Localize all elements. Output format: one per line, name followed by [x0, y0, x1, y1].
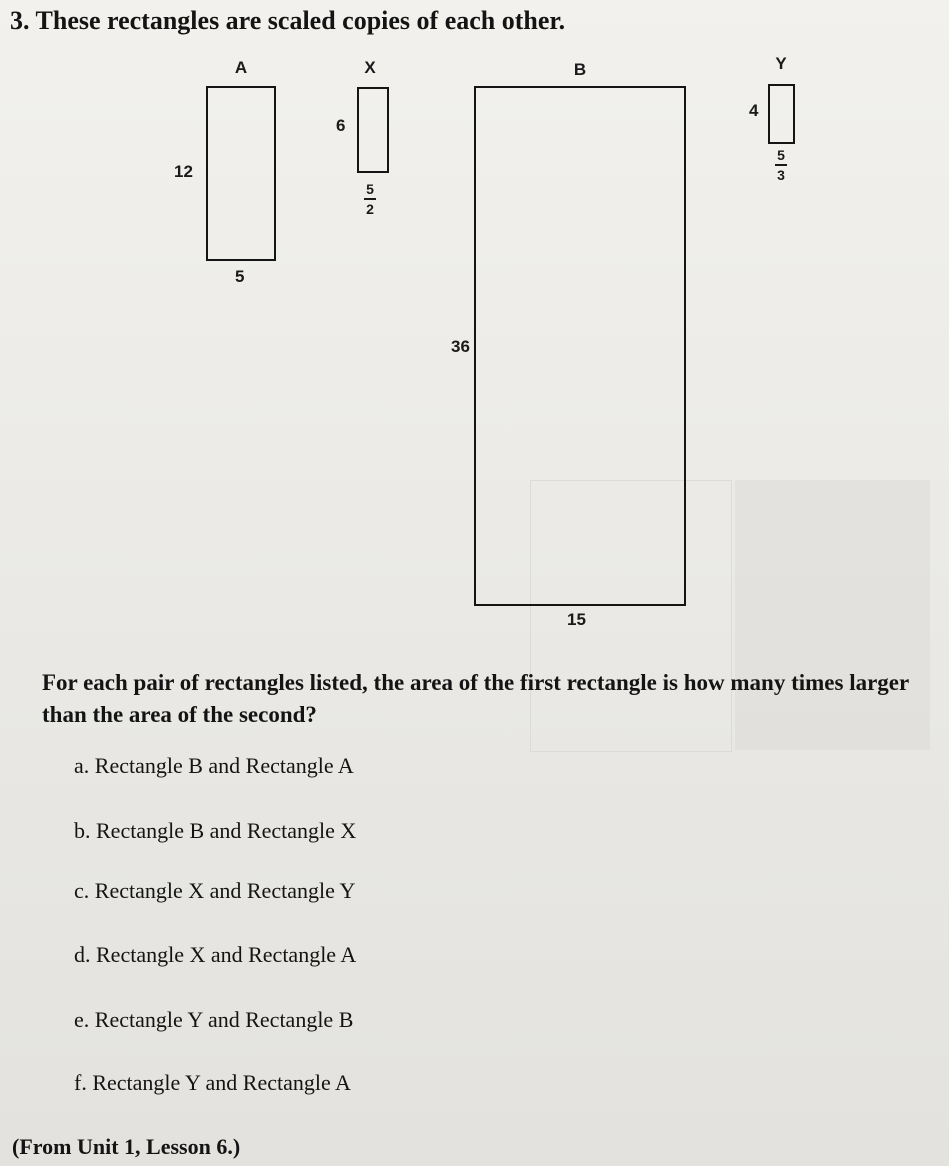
source-note: (From Unit 1, Lesson 6.) — [12, 1134, 241, 1159]
question-title: 3. These rectangles are scaled copies of each other. — [10, 6, 566, 35]
rectangle-x — [357, 87, 389, 173]
rectangle-y-width-numerator: 5 — [777, 147, 785, 163]
rectangle-x-width-numerator: 5 — [366, 181, 374, 197]
rectangle-x-width-denominator: 2 — [366, 201, 374, 217]
rectangle-b-width-label: 15 — [567, 610, 586, 629]
rectangle-b-label: B — [573, 60, 587, 79]
fraction-bar — [364, 198, 376, 200]
rectangle-y-label: Y — [775, 54, 787, 73]
part-f: f. Rectangle Y and Rectangle A — [74, 1070, 351, 1095]
part-d: d. Rectangle X and Rectangle A — [74, 942, 357, 967]
rectangle-x-height-label: 6 — [336, 116, 346, 135]
part-e: e. Rectangle Y and Rectangle B — [74, 1007, 354, 1032]
rectangle-b-height-label: 36 — [451, 337, 470, 356]
question-prompt: For each pair of rectangles listed, the area of the first rectangle is how many times larger than the area of the second? — [42, 670, 909, 727]
rectangle-a-width-label: 5 — [235, 267, 245, 286]
part-a: a. Rectangle B and Rectangle A — [74, 753, 354, 778]
rectangle-a-height-label: 12 — [174, 162, 193, 181]
rectangle-a-label: A — [234, 58, 248, 77]
part-b: b. Rectangle B and Rectangle X — [74, 818, 357, 843]
rectangle-x-width-fraction — [360, 182, 380, 216]
rectangle-y-width-denominator: 3 — [777, 167, 785, 183]
rectangle-x-label: X — [364, 58, 376, 77]
rectangle-y-height-label: 4 — [749, 101, 759, 120]
rectangle-y — [768, 84, 795, 144]
rectangle-b — [474, 86, 686, 606]
rectangle-a — [206, 86, 276, 261]
part-c: c. Rectangle X and Rectangle Y — [74, 878, 356, 903]
rectangle-y-width-fraction — [771, 148, 791, 182]
fraction-bar — [775, 164, 787, 166]
